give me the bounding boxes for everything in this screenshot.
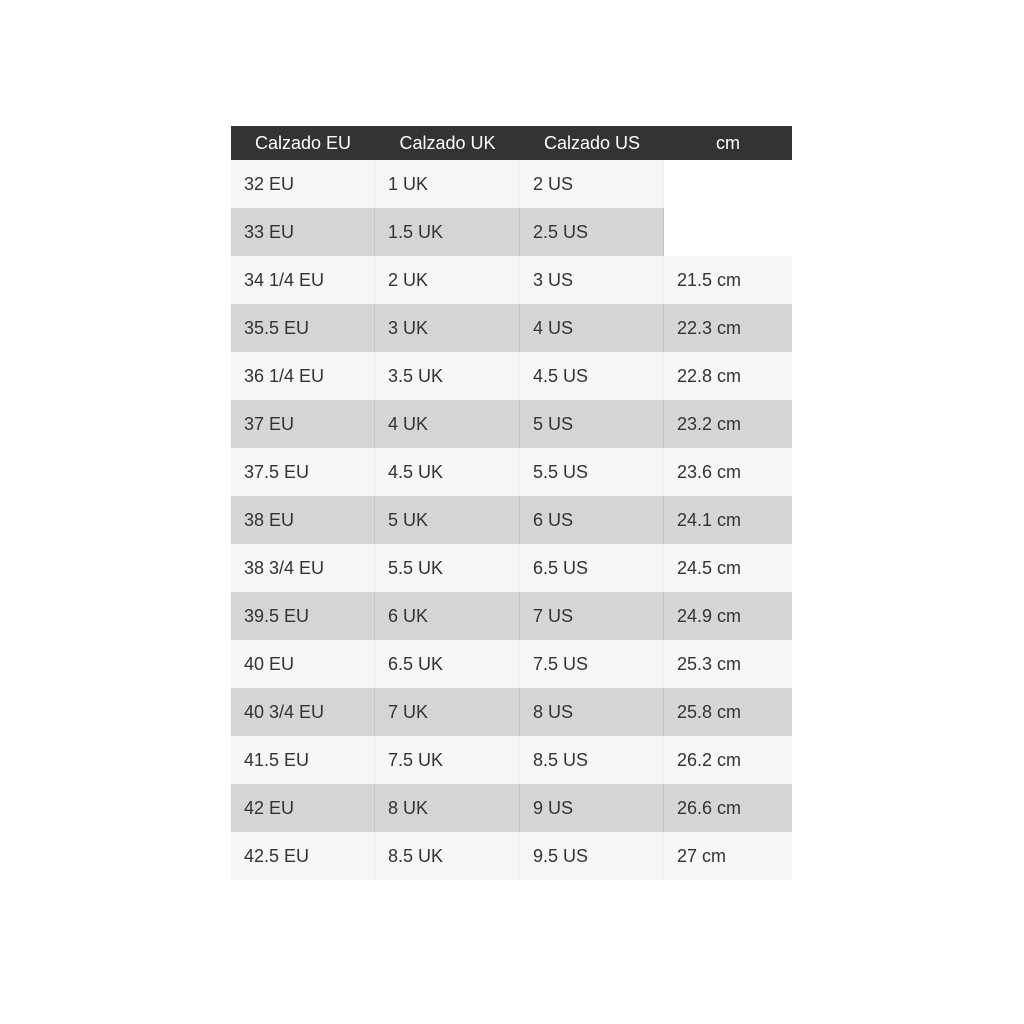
table-row	[231, 448, 792, 496]
cell-cm	[664, 208, 792, 256]
header-us: Calzado US	[520, 126, 664, 160]
cell-cm: 24.5 cm	[664, 544, 792, 592]
cell-cm: 22.3 cm	[664, 304, 792, 352]
cell-uk: 1.5 UK	[375, 208, 520, 256]
size-chart-header	[231, 126, 792, 160]
cell-cm: 25.8 cm	[664, 688, 792, 736]
header-uk: Calzado UK	[375, 126, 520, 160]
cell-uk: 6.5 UK	[375, 640, 520, 688]
cell-cm: 26.2 cm	[664, 736, 792, 784]
table-row	[231, 544, 792, 592]
cell-cm: 23.6 cm	[664, 448, 792, 496]
cell-us: 5.5 US	[520, 448, 664, 496]
cell-cm: 26.6 cm	[664, 784, 792, 832]
cell-us: 6 US	[520, 496, 664, 544]
table-row	[231, 256, 792, 304]
table-row	[231, 592, 792, 640]
cell-eu: 37.5 EU	[231, 448, 375, 496]
cell-uk: 5.5 UK	[375, 544, 520, 592]
cell-uk: 4 UK	[375, 400, 520, 448]
cell-eu: 40 EU	[231, 640, 375, 688]
cell-uk: 6 UK	[375, 592, 520, 640]
cell-uk: 8 UK	[375, 784, 520, 832]
cell-us: 4.5 US	[520, 352, 664, 400]
cell-eu: 34 1/4 EU	[231, 256, 375, 304]
cell-us: 7 US	[520, 592, 664, 640]
cell-cm	[664, 160, 792, 208]
cell-uk: 7 UK	[375, 688, 520, 736]
cell-us: 9 US	[520, 784, 664, 832]
table-row	[231, 304, 792, 352]
cell-cm: 27 cm	[664, 832, 792, 880]
cell-uk: 8.5 UK	[375, 832, 520, 880]
cell-eu: 38 3/4 EU	[231, 544, 375, 592]
cell-uk: 3 UK	[375, 304, 520, 352]
cell-us: 2 US	[520, 160, 664, 208]
size-chart-body	[231, 160, 792, 880]
table-row	[231, 352, 792, 400]
cell-us: 8 US	[520, 688, 664, 736]
cell-eu: 42.5 EU	[231, 832, 375, 880]
table-row	[231, 832, 792, 880]
cell-uk: 4.5 UK	[375, 448, 520, 496]
header-row	[231, 126, 792, 160]
table-row	[231, 640, 792, 688]
cell-us: 5 US	[520, 400, 664, 448]
table-row	[231, 496, 792, 544]
cell-cm: 25.3 cm	[664, 640, 792, 688]
cell-cm: 22.8 cm	[664, 352, 792, 400]
cell-uk: 3.5 UK	[375, 352, 520, 400]
cell-eu: 41.5 EU	[231, 736, 375, 784]
header-eu: Calzado EU	[231, 126, 375, 160]
cell-eu: 39.5 EU	[231, 592, 375, 640]
cell-eu: 42 EU	[231, 784, 375, 832]
cell-us: 9.5 US	[520, 832, 664, 880]
cell-eu: 36 1/4 EU	[231, 352, 375, 400]
table-row	[231, 784, 792, 832]
cell-eu: 35.5 EU	[231, 304, 375, 352]
cell-eu: 38 EU	[231, 496, 375, 544]
size-chart-table	[231, 126, 792, 880]
table-row	[231, 160, 792, 208]
cell-eu: 32 EU	[231, 160, 375, 208]
cell-uk: 2 UK	[375, 256, 520, 304]
header-cm: cm	[664, 126, 792, 160]
table-row	[231, 208, 792, 256]
cell-us: 3 US	[520, 256, 664, 304]
cell-eu: 33 EU	[231, 208, 375, 256]
cell-us: 8.5 US	[520, 736, 664, 784]
cell-us: 6.5 US	[520, 544, 664, 592]
table-row	[231, 736, 792, 784]
cell-us: 4 US	[520, 304, 664, 352]
cell-cm: 21.5 cm	[664, 256, 792, 304]
cell-us: 7.5 US	[520, 640, 664, 688]
table-row	[231, 400, 792, 448]
table-row	[231, 688, 792, 736]
cell-uk: 1 UK	[375, 160, 520, 208]
cell-uk: 5 UK	[375, 496, 520, 544]
cell-uk: 7.5 UK	[375, 736, 520, 784]
cell-eu: 37 EU	[231, 400, 375, 448]
cell-us: 2.5 US	[520, 208, 664, 256]
cell-eu: 40 3/4 EU	[231, 688, 375, 736]
cell-cm: 24.1 cm	[664, 496, 792, 544]
cell-cm: 23.2 cm	[664, 400, 792, 448]
cell-cm: 24.9 cm	[664, 592, 792, 640]
